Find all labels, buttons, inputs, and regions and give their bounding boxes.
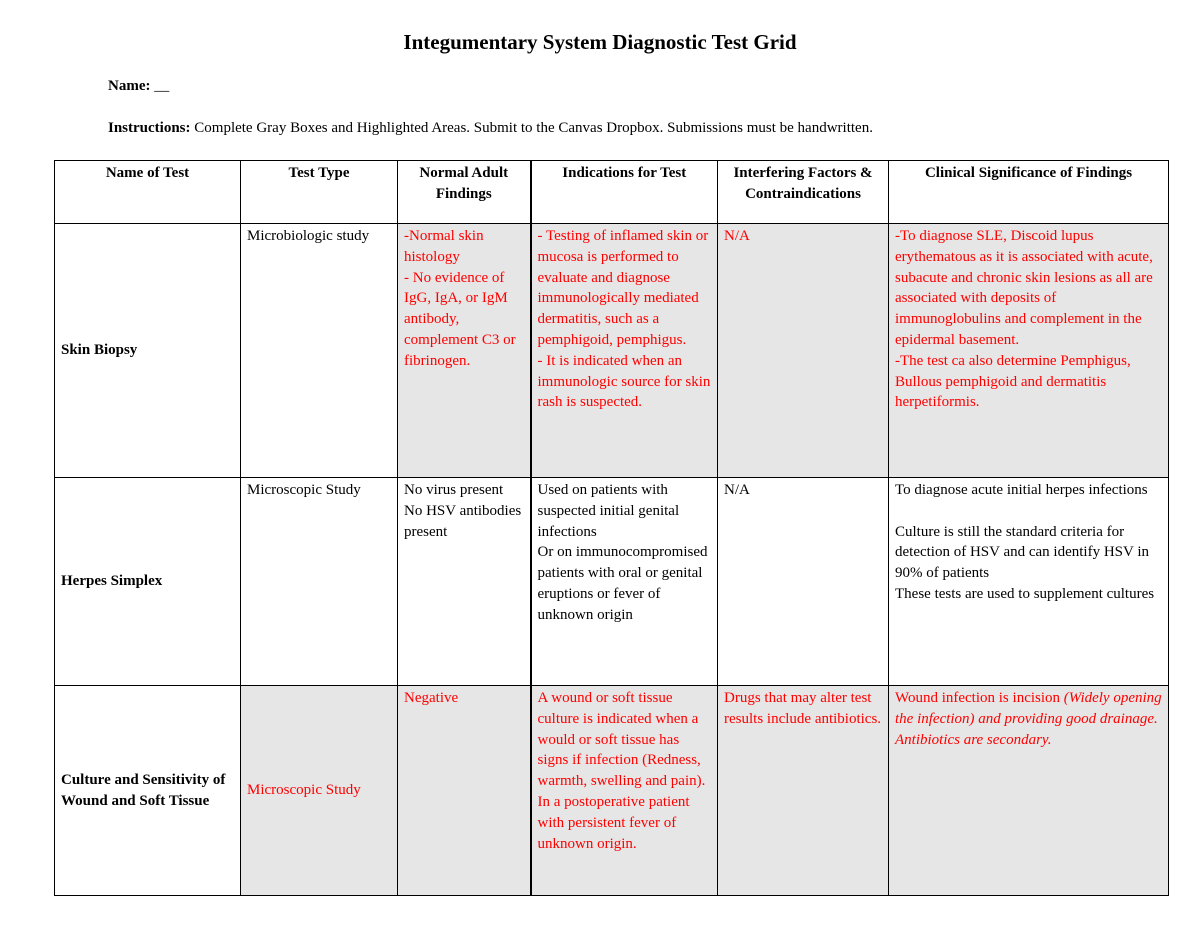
- row-indications: [531, 478, 718, 686]
- row-clinical-significance-italic: (Widely opening the infection) and providing good drainage. Antibiotics are secondary.: [895, 690, 1162, 748]
- instructions-label: Instructions:: [108, 120, 191, 136]
- instructions-text: Complete Gray Boxes and Highlighted Areas. Submit to the Canvas Dropbox. Submissions must be handwritten.: [194, 120, 873, 136]
- diagnostic-test-grid: [54, 160, 1169, 896]
- header-test-type: Test Type: [241, 161, 398, 224]
- table-row: [55, 478, 1169, 686]
- row-normal-findings: [398, 224, 531, 478]
- table-row: [55, 686, 1169, 896]
- name-value: __: [154, 78, 170, 94]
- row-indications-text: Used on patients with suspected initial genital infections Or on immunocompromised patients with oral or genital eruptions or fever of unknown origin: [537, 482, 708, 623]
- row-indications-text: - Testing of inflamed skin or mucosa is performed to evaluate and diagnose immunologically mediated dermatitis, such as a pemphigoid, pemphigus. - It is indicated when an immunologic source for skin rash is suspected.: [537, 228, 711, 411]
- row-clinical-significance: [889, 686, 1169, 896]
- blank-line: [895, 501, 1162, 522]
- header-indications: Indications for Test: [531, 161, 718, 224]
- row-test-type: Microscopic Study: [241, 686, 398, 896]
- row-test-name: Skin Biopsy: [55, 224, 241, 478]
- row-normal-findings: Negative: [398, 686, 531, 896]
- row-clinical-significance: [889, 224, 1169, 478]
- row-normal-findings: [398, 478, 531, 686]
- row-interfering-factors: N/A: [718, 224, 889, 478]
- instructions-line: [108, 120, 873, 137]
- row-test-name: Culture and Sensitivity of Wound and Soft Tissue: [55, 686, 241, 896]
- row-test-type: Microbiologic study: [241, 224, 398, 478]
- row-test-type: Microscopic Study: [241, 478, 398, 686]
- row-clinical-significance-text: -To diagnose SLE, Discoid lupus erythematous as it is associated with acute, subacute and chronic skin lesions as all are associated with deposits of immunoglobulins and complement in the epidermal basement. -The test ca also determine Pemphigus, Bullous pemphigoid and dermatitis herpetiformis.: [895, 228, 1153, 411]
- row-clinical-significance-text-2: Culture is still the standard criteria for detection of HSV and can identify HSV in 90% of patients These tests are used to supplement cultures: [895, 523, 1155, 602]
- name-label: Name:: [108, 78, 151, 94]
- header-normal-findings: Normal Adult Findings: [398, 161, 531, 224]
- name-line: [108, 78, 169, 95]
- header-name-of-test: Name of Test: [55, 161, 241, 224]
- row-normal-findings-text: -Normal skin histology - No evidence of IgG, IgA, or IgM antibody, complement C3 or fibrinogen.: [404, 228, 516, 369]
- row-normal-findings-text: No virus present No HSV antibodies present: [404, 482, 522, 540]
- table-row: [55, 224, 1169, 478]
- header-row: [55, 161, 1169, 224]
- row-interfering-factors: Drugs that may alter test results include antibiotics.: [718, 686, 889, 896]
- row-interfering-factors: N/A: [718, 478, 889, 686]
- row-indications: A wound or soft tissue culture is indicated when a would or soft tissue has signs if infection (Redness, warmth, swelling and pain). In a postoperative patient with persistent fever of unknown origin.: [531, 686, 718, 896]
- row-test-name: Herpes Simplex: [55, 478, 241, 686]
- document-title: Integumentary System Diagnostic Test Grid: [403, 30, 797, 54]
- row-clinical-significance: [889, 478, 1169, 686]
- row-indications: [531, 224, 718, 478]
- header-interfering-factors: Interfering Factors & Contraindications: [718, 161, 889, 224]
- row-clinical-significance-text-1: To diagnose acute initial herpes infections: [895, 482, 1148, 498]
- row-clinical-significance-plain: Wound infection is incision: [895, 690, 1061, 706]
- header-clinical-significance: Clinical Significance of Findings: [889, 161, 1169, 224]
